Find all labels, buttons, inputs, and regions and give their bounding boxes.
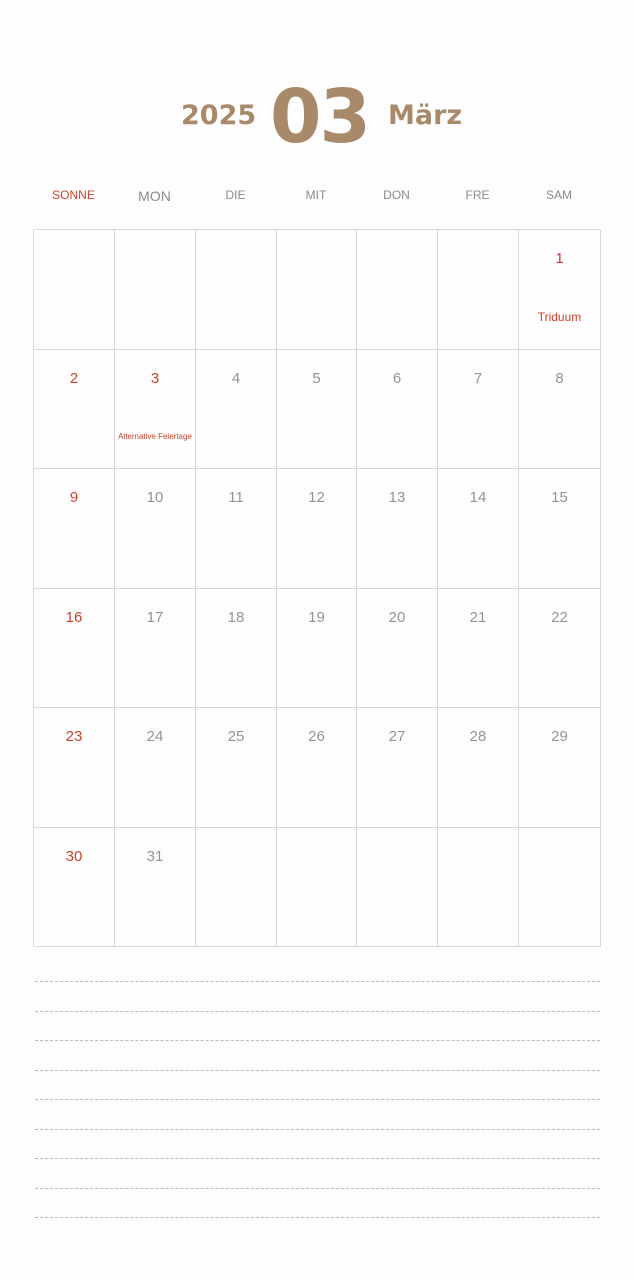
note-line bbox=[35, 1040, 600, 1041]
note-line bbox=[35, 1129, 600, 1130]
day-number: 22 bbox=[551, 608, 568, 626]
note-line bbox=[35, 1158, 600, 1159]
note-line bbox=[35, 1070, 600, 1071]
day-cell[interactable] bbox=[438, 708, 519, 828]
day-cell[interactable] bbox=[357, 350, 438, 470]
day-number: 28 bbox=[469, 728, 487, 745]
day-cell[interactable] bbox=[115, 589, 196, 709]
day-number: 21 bbox=[469, 608, 487, 626]
day-number: 19 bbox=[308, 608, 325, 626]
weekday-saturday: SAM bbox=[545, 188, 572, 202]
day-cell[interactable] bbox=[277, 230, 357, 350]
weekday-header-row bbox=[33, 188, 600, 210]
day-cell[interactable] bbox=[115, 469, 196, 589]
month-name: März bbox=[388, 100, 463, 131]
day-number: 3 bbox=[150, 369, 160, 387]
calendar-grid bbox=[33, 229, 600, 947]
day-number: 30 bbox=[65, 847, 83, 865]
weekday-sunday: SONNE bbox=[52, 188, 95, 202]
day-number: 15 bbox=[551, 489, 568, 506]
day-cell[interactable] bbox=[196, 230, 277, 350]
day-number: 31 bbox=[146, 847, 164, 865]
day-cell[interactable] bbox=[519, 828, 601, 948]
day-number: 23 bbox=[65, 728, 83, 745]
day-cell[interactable] bbox=[357, 828, 438, 948]
day-cell[interactable] bbox=[438, 589, 519, 709]
day-cell[interactable] bbox=[34, 708, 115, 828]
day-cell[interactable] bbox=[115, 828, 196, 948]
day-cell[interactable] bbox=[34, 469, 115, 589]
day-number: 5 bbox=[312, 369, 321, 387]
month-number: 03 bbox=[270, 74, 369, 160]
day-cell[interactable] bbox=[357, 469, 438, 589]
day-cell[interactable] bbox=[519, 708, 601, 828]
day-number: 18 bbox=[227, 608, 245, 626]
day-number: 14 bbox=[469, 489, 487, 506]
day-number: 17 bbox=[146, 608, 164, 626]
day-number: 13 bbox=[388, 489, 406, 506]
day-cell[interactable] bbox=[357, 708, 438, 828]
day-number: 4 bbox=[231, 369, 241, 387]
day-cell[interactable] bbox=[438, 469, 519, 589]
weekday-friday: FRE bbox=[465, 188, 490, 202]
day-cell[interactable] bbox=[357, 230, 438, 350]
day-cell[interactable] bbox=[196, 708, 277, 828]
day-cell[interactable] bbox=[277, 469, 357, 589]
day-number: 16 bbox=[65, 608, 83, 626]
day-cell[interactable] bbox=[438, 230, 519, 350]
year-label: 2025 bbox=[181, 100, 257, 131]
day-cell[interactable] bbox=[115, 708, 196, 828]
day-number: 24 bbox=[146, 728, 164, 745]
note-line bbox=[35, 1217, 600, 1218]
day-cell[interactable] bbox=[357, 589, 438, 709]
day-cell[interactable] bbox=[196, 589, 277, 709]
calendar-header bbox=[0, 74, 634, 160]
holiday-label: Triduum bbox=[537, 310, 582, 324]
holiday-label: Alternative Feiertage bbox=[118, 431, 192, 441]
day-cell[interactable] bbox=[196, 828, 277, 948]
day-number: 8 bbox=[555, 369, 564, 387]
day-cell[interactable] bbox=[34, 828, 115, 948]
day-number: 26 bbox=[308, 728, 325, 745]
day-cell[interactable] bbox=[519, 589, 601, 709]
day-number: 6 bbox=[392, 369, 402, 387]
day-cell[interactable] bbox=[438, 350, 519, 470]
day-cell[interactable] bbox=[277, 350, 357, 470]
day-cell[interactable] bbox=[277, 708, 357, 828]
weekday-wednesday: MIT bbox=[305, 188, 327, 202]
notes-area bbox=[35, 981, 600, 1247]
day-number: 12 bbox=[308, 489, 325, 506]
note-line bbox=[35, 1188, 600, 1189]
day-number: 9 bbox=[69, 489, 79, 506]
day-cell[interactable] bbox=[34, 350, 115, 470]
day-number: 11 bbox=[228, 489, 244, 506]
note-line bbox=[35, 1099, 600, 1100]
day-cell[interactable] bbox=[519, 350, 601, 470]
day-number: 27 bbox=[388, 728, 406, 745]
weekday-thursday: DON bbox=[383, 188, 410, 202]
note-line bbox=[35, 1011, 600, 1012]
weekday-tuesday: DIE bbox=[225, 188, 246, 202]
day-cell[interactable] bbox=[115, 230, 196, 350]
day-cell[interactable] bbox=[277, 828, 357, 948]
day-number: 10 bbox=[146, 489, 164, 506]
day-cell[interactable] bbox=[196, 469, 277, 589]
day-number: 7 bbox=[473, 369, 483, 387]
day-cell[interactable] bbox=[34, 230, 115, 350]
day-number: 1 bbox=[555, 250, 564, 267]
day-number: 2 bbox=[69, 369, 79, 387]
day-number: 20 bbox=[388, 608, 406, 626]
day-cell[interactable] bbox=[115, 350, 196, 470]
day-cell[interactable] bbox=[438, 828, 519, 948]
day-number: 25 bbox=[227, 728, 245, 745]
day-number: 29 bbox=[551, 728, 568, 745]
day-cell[interactable] bbox=[34, 589, 115, 709]
day-cell[interactable] bbox=[277, 589, 357, 709]
day-cell[interactable] bbox=[519, 469, 601, 589]
day-cell[interactable] bbox=[196, 350, 277, 470]
weekday-monday: MON bbox=[138, 188, 171, 204]
day-cell[interactable] bbox=[519, 230, 601, 350]
note-line bbox=[35, 981, 600, 982]
